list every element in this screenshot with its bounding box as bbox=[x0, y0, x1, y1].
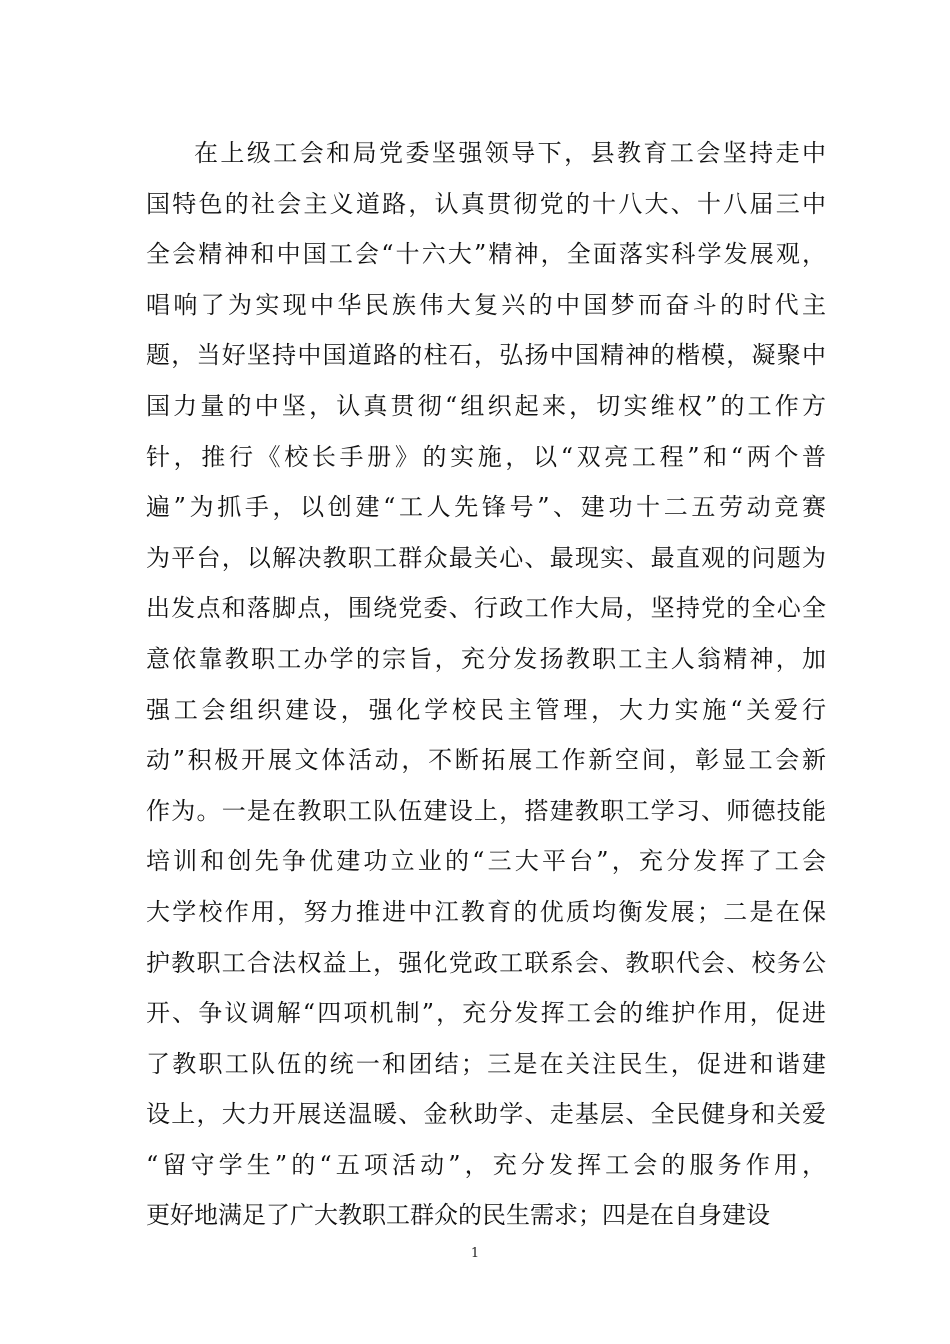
text-line: 设上，大力开展送温暖、金秋助学、走基层、全民健身和关爱 bbox=[146, 1100, 826, 1129]
text-line: 更好地满足了广大教职工群众的民生需求；四是在自身建设 bbox=[146, 1201, 770, 1230]
text-line: 了教职工队伍的统一和团结；三是在关注民生，促进和谐建 bbox=[146, 1049, 826, 1078]
text-line: 遍”为抓手，以创建“工人先锋号”、建功十二五劳动竞赛 bbox=[146, 493, 826, 522]
text-line: 全会精神和中国工会“十六大”精神，全面落实科学发展观， bbox=[146, 240, 826, 269]
text-line: 为平台，以解决教职工群众最关心、最现实、最直观的问题为 bbox=[146, 543, 826, 572]
text-line: 在上级工会和局党委坚强领导下，县教育工会坚持走中 bbox=[194, 139, 826, 167]
text-line: 题，当好坚持中国道路的柱石，弘扬中国精神的楷模，凝聚中 bbox=[146, 341, 826, 370]
text-line: 护教职工合法权益上，强化党政工联系会、教职代会、校务公 bbox=[146, 948, 826, 977]
text-line: 唱响了为实现中华民族伟大复兴的中国梦而奋斗的时代主 bbox=[146, 290, 826, 319]
text-line: 意依靠教职工办学的宗旨，充分发扬教职工主人翁精神，加 bbox=[146, 644, 826, 673]
text-line: 开、争议调解“四项机制”，充分发挥工会的维护作用，促进 bbox=[146, 999, 826, 1028]
body-paragraph bbox=[146, 128, 826, 1241]
text-line: 国特色的社会主义道路，认真贯彻党的十八大、十八届三中 bbox=[146, 189, 826, 218]
text-line: “留守学生”的“五项活动”，充分发挥工会的服务作用， bbox=[146, 1150, 826, 1179]
text-line: 大学校作用，努力推进中江教育的优质均衡发展；二是在保 bbox=[146, 897, 826, 926]
text-line: 强工会组织建设，强化学校民主管理，大力实施“关爱行 bbox=[146, 695, 826, 724]
text-line: 国力量的中坚，认真贯彻“组织起来，切实维权”的工作方 bbox=[146, 391, 826, 420]
text-line: 作为。一是在教职工队伍建设上，搭建教职工学习、师德技能 bbox=[146, 796, 826, 825]
text-line: 动”积极开展文体活动，不断拓展工作新空间，彰显工会新 bbox=[146, 746, 826, 775]
page-number: 1 bbox=[470, 1246, 480, 1261]
text-line: 出发点和落脚点，围绕党委、行政工作大局，坚持党的全心全 bbox=[146, 594, 826, 623]
text-line: 针，推行《校长手册》的实施，以“双亮工程”和“两个普 bbox=[146, 442, 826, 471]
text-line: 培训和创先争优建功立业的“三大平台”，充分发挥了工会 bbox=[146, 847, 826, 876]
